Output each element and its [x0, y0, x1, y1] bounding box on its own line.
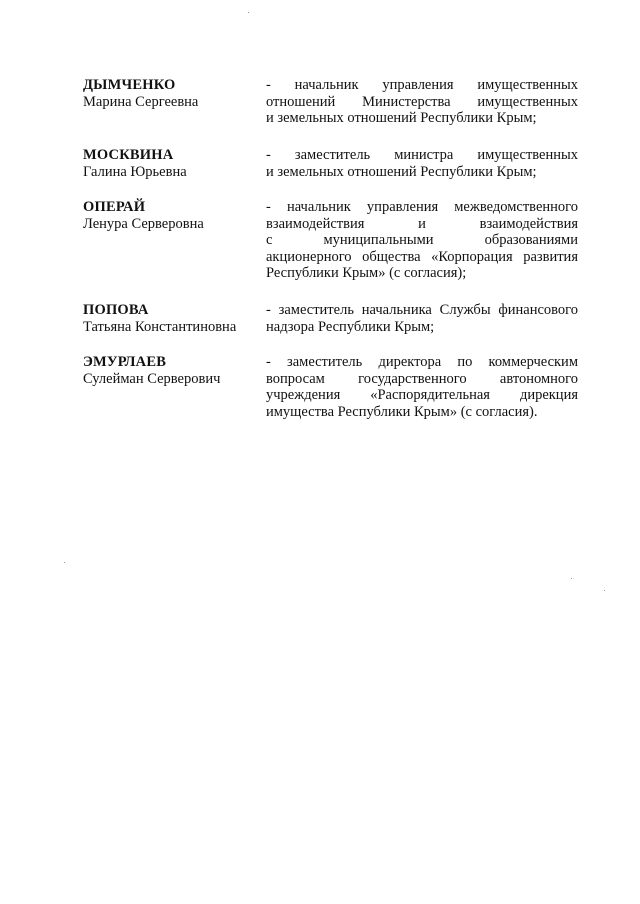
role-line: надзора Республики Крым; [266, 318, 435, 335]
member-surname: ЭМУРЛАЕВ [83, 354, 167, 370]
role-line: вопросам государственного автономного [266, 370, 578, 387]
role-line: Республики Крым» (с согласия); [266, 265, 467, 281]
scan-speck [571, 578, 572, 579]
role-line: и земельных отношений Республики Крым; [266, 110, 537, 126]
member-name-block [83, 77, 258, 110]
member-surname: ПОПОВА [83, 302, 149, 318]
member-role [266, 354, 578, 420]
role-line: с муниципальными образованиями [266, 232, 578, 248]
member-name-block [83, 199, 258, 232]
role-line: - заместитель начальника Службы финансового [266, 302, 578, 318]
member-surname: МОСКВИНА [83, 147, 174, 163]
role-line: взаимодействия и взаимодействия [266, 215, 578, 232]
role-line: акционерного общества «Корпорация развития [266, 248, 578, 265]
member-role [266, 302, 578, 335]
member-given-name: Галина Юрьевна [83, 163, 187, 180]
role-line: - заместитель министра имущественных [266, 147, 578, 163]
member-given-name: Марина Сергеевна [83, 93, 199, 110]
member-name-block [83, 147, 258, 180]
role-line: - начальник управления имущественных [266, 77, 578, 93]
member-name-block [83, 354, 258, 387]
role-line: и земельных отношений Республики Крым; [266, 163, 537, 180]
member-role [266, 147, 578, 180]
member-surname: ОПЕРАЙ [83, 199, 146, 215]
scan-speck [604, 590, 605, 591]
member-surname: ДЫМЧЕНКО [83, 77, 176, 93]
role-line: отношений Министерства имущественных [266, 93, 578, 110]
member-role [266, 77, 578, 127]
member-given-name: Татьяна Константиновна [83, 318, 237, 335]
role-line: учреждения «Распорядительная дирекция [266, 387, 578, 403]
member-name-block [83, 302, 258, 335]
scan-speck [248, 12, 249, 13]
role-line: имущества Республики Крым» (с согласия). [266, 403, 538, 420]
member-given-name: Ленура Серверовна [83, 215, 204, 232]
member-given-name: Сулейман Серверович [83, 370, 221, 387]
member-role [266, 199, 578, 282]
role-line: - заместитель директора по коммерческим [266, 354, 578, 370]
scan-speck [64, 562, 65, 563]
role-line: - начальник управления межведомственного [266, 199, 578, 215]
